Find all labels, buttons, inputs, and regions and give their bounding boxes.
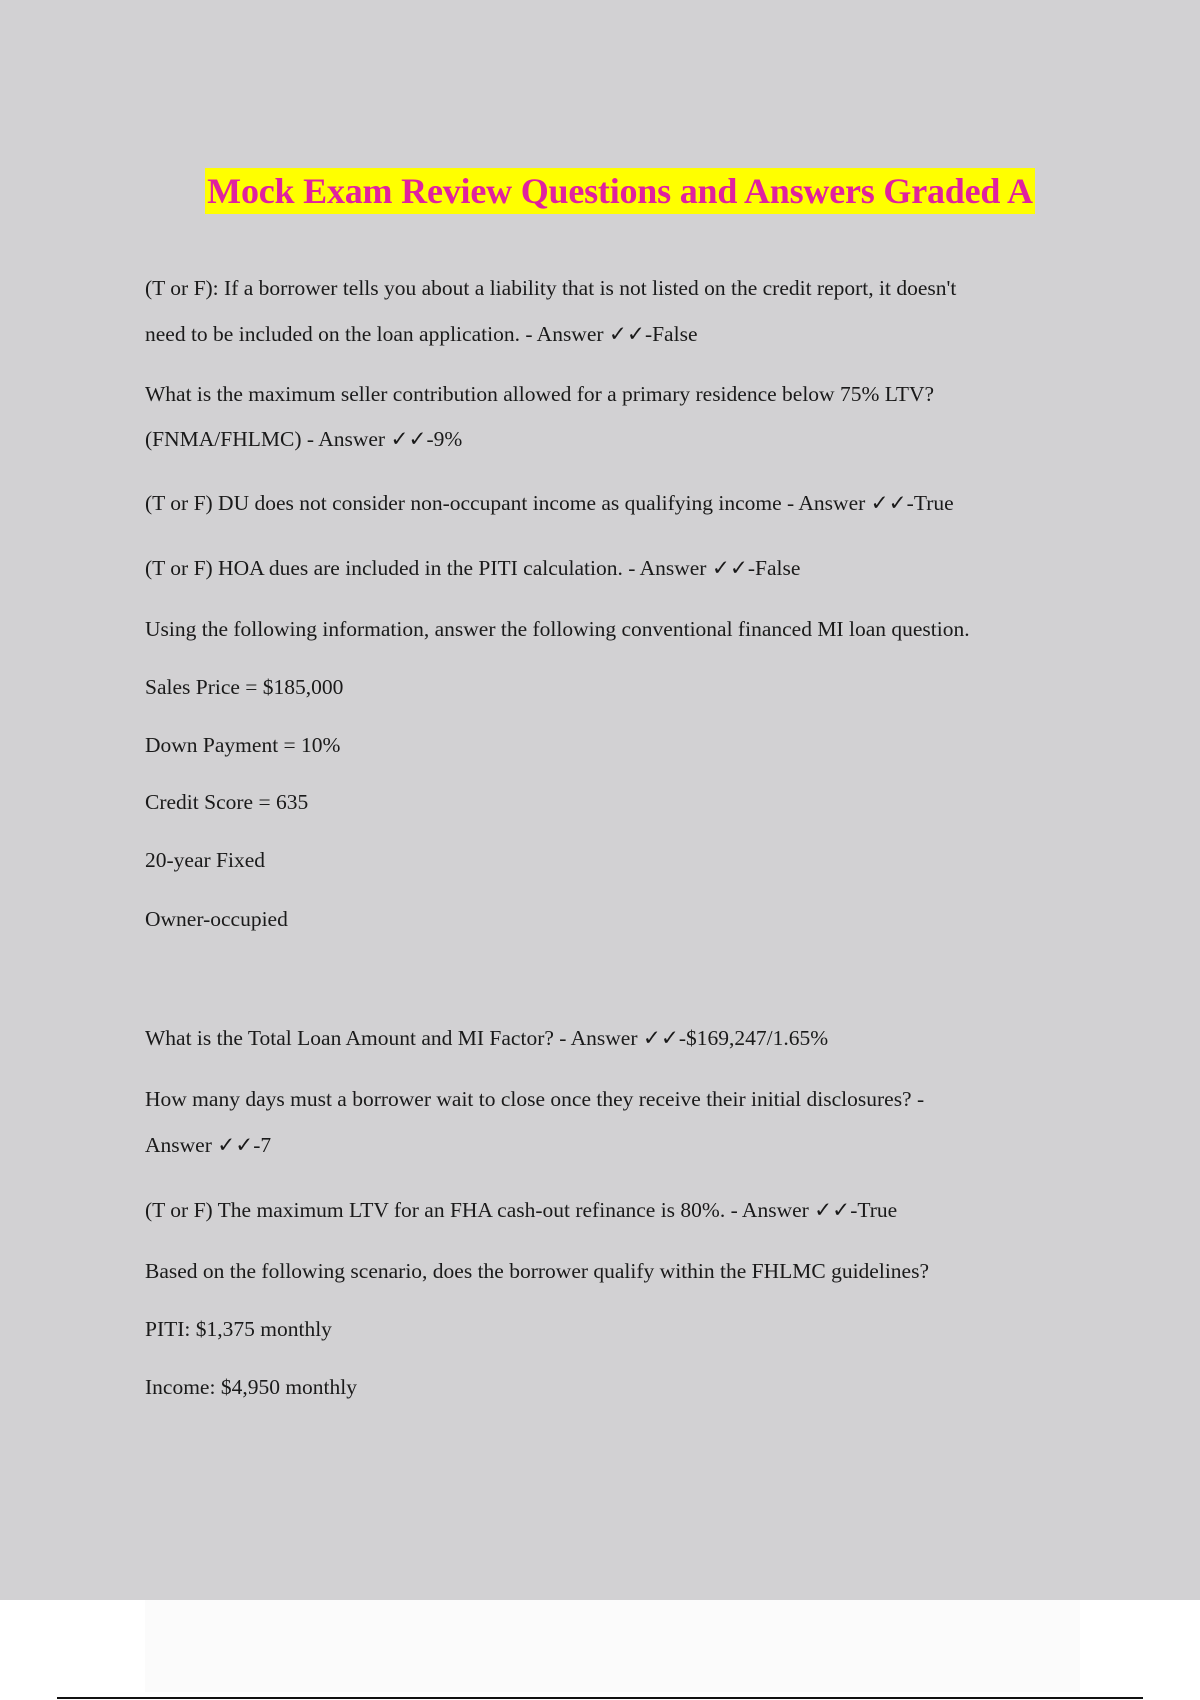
scenario-2-piti: PITI: $1,375 monthly [145,1317,332,1341]
scenario-sales-price: Sales Price = $185,000 [145,675,344,699]
document-title: Mock Exam Review Questions and Answers Graded A [205,168,1035,214]
scenario-2-intro: Based on the following scenario, does the borrower qualify within the FHLMC guidelines? [145,1259,929,1283]
footer-content-area [145,1600,1080,1692]
scenario-credit-score: Credit Score = 635 [145,790,309,814]
scenario-down-payment: Down Payment = 10% [145,733,341,757]
scenario-term: 20-year Fixed [145,848,266,872]
question-1-line-1: (T or F): If a borrower tells you about a liability that is not listed on the credit report, it doesn't [145,276,957,300]
footer-divider [57,1697,1143,1699]
scenario-intro: Using the following information, answer the following conventional financed MI loan question. [145,617,970,641]
question-3: (T or F) DU does not consider non-occupant income as qualifying income - Answer ✓✓-True [145,491,954,515]
question-4: (T or F) HOA dues are included in the PITI calculation. - Answer ✓✓-False [145,556,801,580]
question-2-line-1: What is the maximum seller contribution allowed for a primary residence below 75% LTV? [145,382,935,406]
scenario-2-income: Income: $4,950 monthly [145,1375,357,1399]
question-6-line-1: How many days must a borrower wait to close once they receive their initial disclosures? - [145,1087,925,1111]
question-2-line-2: (FNMA/FHLMC) - Answer ✓✓-9% [145,427,463,451]
question-1-line-2: need to be included on the loan application. - Answer ✓✓-False [145,322,698,346]
question-5: What is the Total Loan Amount and MI Factor? - Answer ✓✓-$169,247/1.65% [145,1026,829,1050]
question-7: (T or F) The maximum LTV for an FHA cash-out refinance is 80%. - Answer ✓✓-True [145,1198,898,1222]
scenario-occupancy: Owner-occupied [145,907,288,931]
title-container [0,168,1200,214]
question-6-line-2: Answer ✓✓-7 [145,1133,272,1157]
